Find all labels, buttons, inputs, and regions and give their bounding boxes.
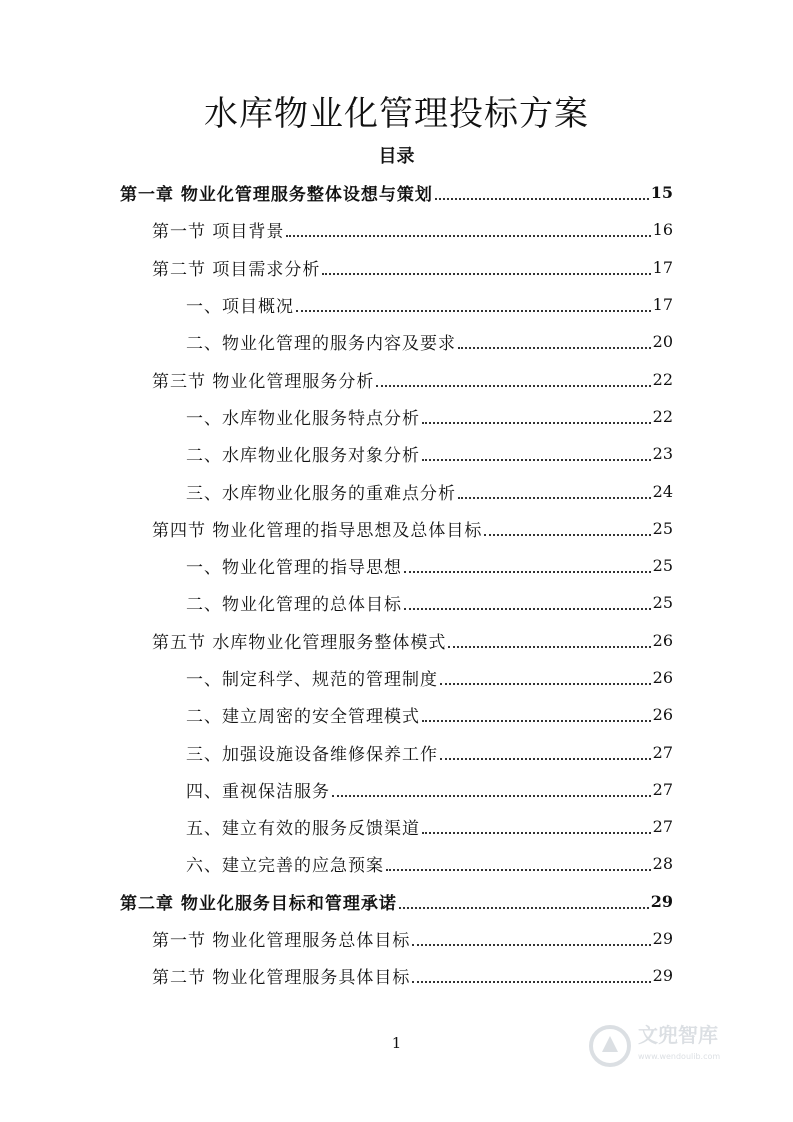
toc-entry-page: 15 bbox=[650, 183, 673, 203]
toc-entry-label: 第五节 水库物业化管理服务整体模式 bbox=[152, 632, 447, 653]
toc-entry-page: 25 bbox=[652, 518, 673, 538]
toc-leader-dots bbox=[399, 906, 649, 909]
toc-entry[interactable] bbox=[0, 696, 793, 733]
toc-entry[interactable] bbox=[0, 883, 793, 920]
watermark bbox=[588, 1016, 758, 1076]
toc-entry[interactable] bbox=[0, 360, 793, 397]
toc-entry-page: 29 bbox=[652, 929, 673, 949]
toc-entry-page: 29 bbox=[652, 966, 673, 986]
toc-leader-dots bbox=[435, 197, 649, 200]
toc-entry-label: 四、重视保洁服务 bbox=[186, 781, 330, 802]
toc-entry[interactable] bbox=[0, 323, 793, 360]
toc-entry[interactable] bbox=[0, 211, 793, 248]
toc-entry-label: 二、水库物业化服务对象分析 bbox=[186, 446, 420, 467]
toc-entry-page: 22 bbox=[652, 369, 673, 389]
toc-leader-dots bbox=[440, 757, 651, 760]
toc-entry-label: 三、水库物业化服务的重难点分析 bbox=[186, 483, 456, 504]
toc-entry[interactable] bbox=[0, 472, 793, 509]
toc-entry-page: 20 bbox=[652, 332, 673, 352]
toc-entry-label: 第二节 物业化管理服务具体目标 bbox=[152, 968, 411, 989]
toc-entry-label: 第一节 项目背景 bbox=[152, 222, 285, 243]
toc-entry-label: 二、建立周密的安全管理模式 bbox=[186, 707, 420, 728]
wenku-logo-icon bbox=[588, 1024, 632, 1068]
toc-entry[interactable] bbox=[0, 510, 793, 547]
toc-entry[interactable] bbox=[0, 547, 793, 584]
toc-entry[interactable] bbox=[0, 286, 793, 323]
toc-leader-dots bbox=[458, 496, 651, 499]
table-of-contents bbox=[0, 174, 793, 995]
toc-entry[interactable] bbox=[0, 808, 793, 845]
toc-leader-dots bbox=[448, 645, 650, 648]
toc-entry-label: 第一章 物业化管理服务整体设想与策划 bbox=[120, 185, 433, 206]
toc-leader-dots bbox=[412, 943, 650, 946]
toc-entry[interactable] bbox=[0, 398, 793, 435]
toc-entry-label: 一、制定科学、规范的管理制度 bbox=[186, 670, 438, 690]
document-title: 水库物业化管理投标方案 bbox=[204, 94, 589, 134]
toc-entry[interactable] bbox=[0, 920, 793, 957]
toc-entry[interactable] bbox=[0, 435, 793, 472]
toc-entry-page: 25 bbox=[652, 556, 673, 576]
toc-entry[interactable] bbox=[0, 584, 793, 621]
toc-entry-page: 27 bbox=[652, 817, 673, 837]
toc-leader-dots bbox=[422, 831, 651, 834]
toc-leader-dots bbox=[332, 794, 651, 797]
toc-entry[interactable] bbox=[0, 622, 793, 659]
toc-entry-label: 六、建立完善的应急预案 bbox=[186, 856, 384, 877]
page-number: 1 bbox=[391, 1034, 402, 1052]
toc-entry-label: 第三节 物业化管理服务分析 bbox=[152, 371, 375, 392]
toc-entry-label: 三、加强设施设备维修保养工作 bbox=[186, 744, 438, 765]
toc-entry[interactable] bbox=[0, 174, 793, 211]
toc-entry-page: 17 bbox=[652, 257, 673, 277]
toc-leader-dots bbox=[422, 421, 651, 424]
toc-leader-dots bbox=[376, 384, 650, 387]
toc-entry-page: 25 bbox=[652, 593, 673, 613]
toc-entry-page: 26 bbox=[652, 668, 673, 687]
toc-leader-dots bbox=[386, 868, 651, 871]
toc-entry-label: 第二章 物业化服务目标和管理承诺 bbox=[120, 893, 397, 914]
toc-entry-label: 五、建立有效的服务反馈渠道 bbox=[186, 819, 420, 840]
toc-leader-dots bbox=[296, 309, 651, 312]
toc-entry-label: 一、物业化管理的指导思想 bbox=[186, 558, 402, 579]
toc-entry-page: 28 bbox=[652, 854, 673, 874]
toc-entry[interactable] bbox=[0, 733, 793, 770]
toc-entry-page: 27 bbox=[652, 742, 673, 762]
toc-entry[interactable] bbox=[0, 659, 793, 696]
toc-entry-label: 一、项目概况 bbox=[186, 297, 294, 318]
toc-leader-dots bbox=[404, 607, 651, 610]
toc-entry-page: 16 bbox=[652, 220, 673, 240]
toc-entry-page: 29 bbox=[650, 891, 673, 911]
toc-entry-page: 26 bbox=[652, 630, 673, 650]
toc-entry-page: 22 bbox=[652, 406, 673, 426]
toc-entry-label: 第四节 物业化管理的指导思想及总体目标 bbox=[152, 520, 483, 541]
toc-entry[interactable] bbox=[0, 957, 793, 994]
toc-entry-label: 二、物业化管理的服务内容及要求 bbox=[186, 334, 456, 355]
toc-leader-dots bbox=[422, 458, 651, 461]
toc-entry-page: 23 bbox=[652, 444, 673, 464]
toc-leader-dots bbox=[422, 719, 651, 722]
toc-entry-page: 26 bbox=[652, 705, 673, 725]
toc-entry-label: 一、水库物业化服务特点分析 bbox=[186, 408, 420, 429]
toc-leader-dots bbox=[404, 570, 651, 573]
toc-entry[interactable] bbox=[0, 845, 793, 882]
toc-leader-dots bbox=[412, 980, 650, 983]
toc-entry-label: 第一节 物业化管理服务总体目标 bbox=[152, 931, 411, 952]
toc-entry-page: 27 bbox=[652, 779, 673, 799]
toc-entry[interactable] bbox=[0, 249, 793, 286]
toc-leader-dots bbox=[458, 346, 651, 349]
toc-leader-dots bbox=[286, 234, 650, 237]
toc-entry-label: 第二节 项目需求分析 bbox=[152, 259, 321, 280]
toc-entry[interactable] bbox=[0, 771, 793, 808]
toc-leader-dots bbox=[484, 533, 650, 536]
toc-entry-label: 二、物业化管理的总体目标 bbox=[186, 595, 402, 616]
watermark-url: www.wendoulib.com bbox=[638, 1052, 721, 1061]
toc-heading: 目录 bbox=[378, 146, 415, 167]
toc-leader-dots bbox=[440, 682, 651, 685]
toc-entry-page: 17 bbox=[652, 295, 673, 315]
toc-leader-dots bbox=[322, 272, 650, 275]
watermark-name: 文兜智库 bbox=[638, 1023, 718, 1047]
toc-entry-page: 24 bbox=[652, 481, 673, 501]
